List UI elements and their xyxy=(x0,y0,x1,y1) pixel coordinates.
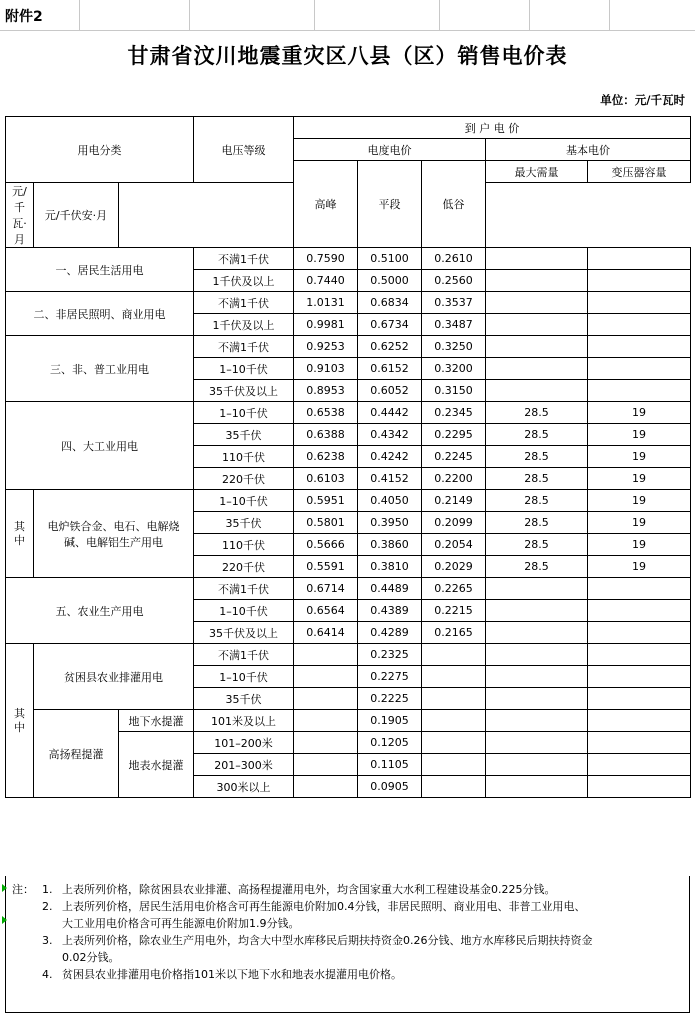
cell-valley: 0.2215 xyxy=(422,600,486,622)
cell-peak: 0.6238 xyxy=(294,446,358,468)
cell-peak: 0.8953 xyxy=(294,380,358,402)
table-row xyxy=(6,336,691,358)
cell-capacity xyxy=(588,622,691,644)
cell-capacity xyxy=(588,270,691,292)
cell-peak: 1.0131 xyxy=(294,292,358,314)
cell-capacity xyxy=(588,292,691,314)
cell-valley: 0.2245 xyxy=(422,446,486,468)
cell-flat: 0.2275 xyxy=(358,666,422,688)
row-voltage: 110千伏 xyxy=(194,534,294,556)
row-voltage: 不满1千伏 xyxy=(194,578,294,600)
row-voltage: 110千伏 xyxy=(194,446,294,468)
cell-peak: 0.9981 xyxy=(294,314,358,336)
row-category: 一、居民生活用电 xyxy=(6,248,194,292)
cell-demand xyxy=(486,292,588,314)
cell-capacity: 19 xyxy=(588,446,691,468)
header-basic-price: 基本电价 xyxy=(486,139,691,161)
cell-capacity xyxy=(588,732,691,754)
row-voltage: 35千伏及以上 xyxy=(194,380,294,402)
cell-demand xyxy=(486,336,588,358)
header-to-household: 到 户 电 价 xyxy=(294,117,691,139)
row-voltage: 1–10千伏 xyxy=(194,358,294,380)
cell-peak: 0.6564 xyxy=(294,600,358,622)
row-voltage: 不满1千伏 xyxy=(194,292,294,314)
cell-valley: 0.3150 xyxy=(422,380,486,402)
row-category: 二、非居民照明、商业用电 xyxy=(6,292,194,336)
cell-peak xyxy=(294,732,358,754)
row-subcategory-surfacewater: 地表水提灌 xyxy=(119,732,194,798)
note-number: 4. xyxy=(42,968,53,982)
cell-flat: 0.4242 xyxy=(358,446,422,468)
cell-valley: 0.3537 xyxy=(422,292,486,314)
cell-peak xyxy=(294,776,358,798)
cell-valley xyxy=(422,666,486,688)
cell-flat: 0.2225 xyxy=(358,688,422,710)
note-item xyxy=(12,932,683,949)
row-voltage: 35千伏及以上 xyxy=(194,622,294,644)
cell-capacity xyxy=(588,600,691,622)
cell-capacity: 19 xyxy=(588,468,691,490)
cell-capacity xyxy=(588,578,691,600)
page-title: 甘肃省汶川地震重灾区八县（区）销售电价表 xyxy=(127,44,568,68)
revision-marker-icon xyxy=(2,884,7,892)
row-category: 三、非、普工业用电 xyxy=(6,336,194,402)
cell-flat: 0.0905 xyxy=(358,776,422,798)
cell-peak: 0.7440 xyxy=(294,270,358,292)
cell-peak: 0.6103 xyxy=(294,468,358,490)
cell-valley: 0.3250 xyxy=(422,336,486,358)
top-grid-strip xyxy=(0,0,695,32)
cell-demand: 28.5 xyxy=(486,490,588,512)
grid-cell xyxy=(315,0,440,31)
row-category: 贫困县农业排灌用电 xyxy=(34,644,194,710)
note-text: 大工业用电价格含可再生能源电价附加1.9分钱。 xyxy=(62,917,300,931)
note-item xyxy=(12,881,683,898)
cell-demand xyxy=(486,622,588,644)
cell-demand: 28.5 xyxy=(486,424,588,446)
cell-demand: 28.5 xyxy=(486,556,588,578)
table-row xyxy=(6,248,691,270)
cell-peak: 0.5801 xyxy=(294,512,358,534)
cell-flat: 0.3860 xyxy=(358,534,422,556)
cell-valley: 0.2295 xyxy=(422,424,486,446)
cell-flat: 0.4389 xyxy=(358,600,422,622)
cell-valley xyxy=(422,688,486,710)
note-text: 上表所列价格，除农业生产用电外，均含大中型水库移民后期扶持资金0.26分钱、地方水库移民后期扶持资金 xyxy=(62,934,593,948)
cell-flat: 0.5100 xyxy=(358,248,422,270)
cell-flat: 0.1905 xyxy=(358,710,422,732)
cell-demand: 28.5 xyxy=(486,534,588,556)
cell-capacity xyxy=(588,644,691,666)
cell-demand xyxy=(486,644,588,666)
cell-flat: 0.4152 xyxy=(358,468,422,490)
cell-demand xyxy=(486,600,588,622)
note-text: 贫困县农业排灌用电价格指101米以下地下水和地表水提灌用电价格。 xyxy=(62,968,402,982)
header-peak: 高峰 xyxy=(294,161,358,248)
row-subcategory-groundwater: 地下水提灌 xyxy=(119,710,194,732)
row-category: 五、农业生产用电 xyxy=(6,578,194,644)
cell-capacity: 19 xyxy=(588,490,691,512)
table-row xyxy=(6,490,691,512)
row-voltage: 不满1千伏 xyxy=(194,644,294,666)
cell-capacity xyxy=(588,380,691,402)
cell-valley: 0.2200 xyxy=(422,468,486,490)
table-row xyxy=(6,402,691,424)
cell-peak xyxy=(294,754,358,776)
cell-demand xyxy=(486,380,588,402)
cell-demand xyxy=(486,578,588,600)
cell-peak xyxy=(294,688,358,710)
cell-flat: 0.4489 xyxy=(358,578,422,600)
row-category: 电炉铁合金、电石、电解烧碱、电解铝生产用电 xyxy=(34,490,194,578)
header-unit-kw-month: 元/千瓦·月 xyxy=(6,183,34,248)
cell-flat: 0.6734 xyxy=(358,314,422,336)
cell-demand: 28.5 xyxy=(486,468,588,490)
row-voltage: 1千伏及以上 xyxy=(194,314,294,336)
row-category: 四、大工业用电 xyxy=(6,402,194,490)
cell-peak: 0.5951 xyxy=(294,490,358,512)
notes-label: 注： xyxy=(12,883,34,896)
cell-demand xyxy=(486,270,588,292)
row-voltage: 201–300米 xyxy=(194,754,294,776)
cell-flat: 0.1205 xyxy=(358,732,422,754)
note-number: 3. xyxy=(42,934,53,948)
note-number: 1. xyxy=(42,883,53,896)
row-voltage: 1千伏及以上 xyxy=(194,270,294,292)
row-voltage: 1–10千伏 xyxy=(194,490,294,512)
table-row xyxy=(6,292,691,314)
cell-valley xyxy=(422,732,486,754)
cell-capacity xyxy=(588,358,691,380)
cell-capacity xyxy=(588,688,691,710)
header-energy-price: 电度电价 xyxy=(294,139,486,161)
cell-capacity xyxy=(588,776,691,798)
cell-capacity: 19 xyxy=(588,424,691,446)
cell-peak: 0.9253 xyxy=(294,336,358,358)
row-group-label: 其中 xyxy=(6,490,34,578)
cell-flat: 0.6834 xyxy=(358,292,422,314)
cell-flat: 0.6252 xyxy=(358,336,422,358)
cell-valley: 0.2149 xyxy=(422,490,486,512)
attachment-label: 附件2 xyxy=(5,9,43,25)
cell-valley: 0.2345 xyxy=(422,402,486,424)
cell-peak: 0.6538 xyxy=(294,402,358,424)
table-row xyxy=(6,578,691,600)
note-text: 上表所列价格，除贫困县农业排灌、高扬程提灌用电外，均含国家重大水利工程建设基金0.225分钱。 xyxy=(62,883,556,896)
cell-peak: 0.5591 xyxy=(294,556,358,578)
cell-valley: 0.2165 xyxy=(422,622,486,644)
cell-peak xyxy=(294,710,358,732)
cell-demand: 28.5 xyxy=(486,402,588,424)
cell-flat: 0.1105 xyxy=(358,754,422,776)
cell-valley xyxy=(422,776,486,798)
cell-capacity xyxy=(588,314,691,336)
row-voltage: 220千伏 xyxy=(194,468,294,490)
header-transformer-capacity: 变压器容量 xyxy=(588,161,691,183)
cell-valley: 0.2099 xyxy=(422,512,486,534)
cell-capacity: 19 xyxy=(588,556,691,578)
cell-flat: 0.4442 xyxy=(358,402,422,424)
row-category: 高扬程提灌 xyxy=(34,710,119,798)
cell-valley: 0.2610 xyxy=(422,248,486,270)
cell-flat: 0.2325 xyxy=(358,644,422,666)
cell-demand xyxy=(486,732,588,754)
cell-demand xyxy=(486,666,588,688)
cell-flat: 0.6052 xyxy=(358,380,422,402)
cell-peak: 0.6714 xyxy=(294,578,358,600)
unit-note: 单位：元/千瓦时 xyxy=(600,93,685,107)
note-number: 2. xyxy=(42,900,53,914)
note-text: 上表所列价格，居民生活用电价格含可再生能源电价附加0.4分钱，非居民照明、商业用电、非普工业用电、 xyxy=(62,900,586,914)
header-category: 用电分类 xyxy=(6,117,194,183)
row-voltage: 1–10千伏 xyxy=(194,666,294,688)
cell-valley: 0.2560 xyxy=(422,270,486,292)
cell-valley: 0.2265 xyxy=(422,578,486,600)
grid-cell xyxy=(190,0,315,31)
row-voltage: 1–10千伏 xyxy=(194,402,294,424)
cell-capacity xyxy=(588,710,691,732)
cell-demand xyxy=(486,314,588,336)
note-item xyxy=(12,966,683,983)
cell-peak: 0.6414 xyxy=(294,622,358,644)
cell-valley: 0.2054 xyxy=(422,534,486,556)
table-row xyxy=(6,710,691,732)
cell-peak: 0.5666 xyxy=(294,534,358,556)
grid-cell xyxy=(530,0,610,31)
cell-valley: 0.3200 xyxy=(422,358,486,380)
row-voltage: 35千伏 xyxy=(194,688,294,710)
cell-flat: 0.3950 xyxy=(358,512,422,534)
electricity-price-table xyxy=(5,116,691,798)
row-group-label: 其中 xyxy=(6,644,34,798)
grid-cell xyxy=(80,0,190,31)
cell-demand xyxy=(486,688,588,710)
row-voltage: 35千伏 xyxy=(194,424,294,446)
cell-capacity: 19 xyxy=(588,402,691,424)
cell-demand xyxy=(486,710,588,732)
header-voltage: 电压等级 xyxy=(194,117,294,183)
cell-peak: 0.7590 xyxy=(294,248,358,270)
cell-peak: 0.6388 xyxy=(294,424,358,446)
cell-capacity: 19 xyxy=(588,534,691,556)
cell-demand xyxy=(486,754,588,776)
cell-capacity xyxy=(588,666,691,688)
notes-section xyxy=(5,876,690,1013)
cell-demand xyxy=(486,776,588,798)
row-voltage: 220千伏 xyxy=(194,556,294,578)
grid-cell xyxy=(440,0,530,31)
row-voltage: 不满1千伏 xyxy=(194,248,294,270)
cell-flat: 0.4342 xyxy=(358,424,422,446)
cell-flat: 0.3810 xyxy=(358,556,422,578)
note-text: 0.02分钱。 xyxy=(62,951,120,965)
cell-demand: 28.5 xyxy=(486,446,588,468)
cell-valley xyxy=(422,644,486,666)
cell-flat: 0.5000 xyxy=(358,270,422,292)
cell-capacity xyxy=(588,336,691,358)
row-voltage: 35千伏 xyxy=(194,512,294,534)
cell-peak xyxy=(294,666,358,688)
cell-valley xyxy=(422,710,486,732)
header-unit-kva-month: 元/千伏安·月 xyxy=(34,183,119,248)
cell-demand: 28.5 xyxy=(486,512,588,534)
cell-valley: 0.2029 xyxy=(422,556,486,578)
revision-marker-icon xyxy=(2,916,7,924)
grid-cell xyxy=(610,0,695,31)
row-voltage: 不满1千伏 xyxy=(194,336,294,358)
cell-valley xyxy=(422,754,486,776)
cell-demand xyxy=(486,358,588,380)
table-row xyxy=(6,644,691,666)
cell-demand xyxy=(486,248,588,270)
cell-flat: 0.6152 xyxy=(358,358,422,380)
cell-peak xyxy=(294,644,358,666)
row-voltage: 1–10千伏 xyxy=(194,600,294,622)
header-flat: 平段 xyxy=(358,161,422,248)
cell-capacity: 19 xyxy=(588,512,691,534)
row-voltage: 101米及以上 xyxy=(194,710,294,732)
cell-valley: 0.3487 xyxy=(422,314,486,336)
cell-capacity xyxy=(588,754,691,776)
header-valley: 低谷 xyxy=(422,161,486,248)
cell-capacity xyxy=(588,248,691,270)
header-max-demand: 最大需量 xyxy=(486,161,588,183)
cell-peak: 0.9103 xyxy=(294,358,358,380)
row-voltage: 101–200米 xyxy=(194,732,294,754)
row-voltage: 300米以上 xyxy=(194,776,294,798)
note-item xyxy=(12,898,683,915)
cell-flat: 0.4289 xyxy=(358,622,422,644)
cell-flat: 0.4050 xyxy=(358,490,422,512)
